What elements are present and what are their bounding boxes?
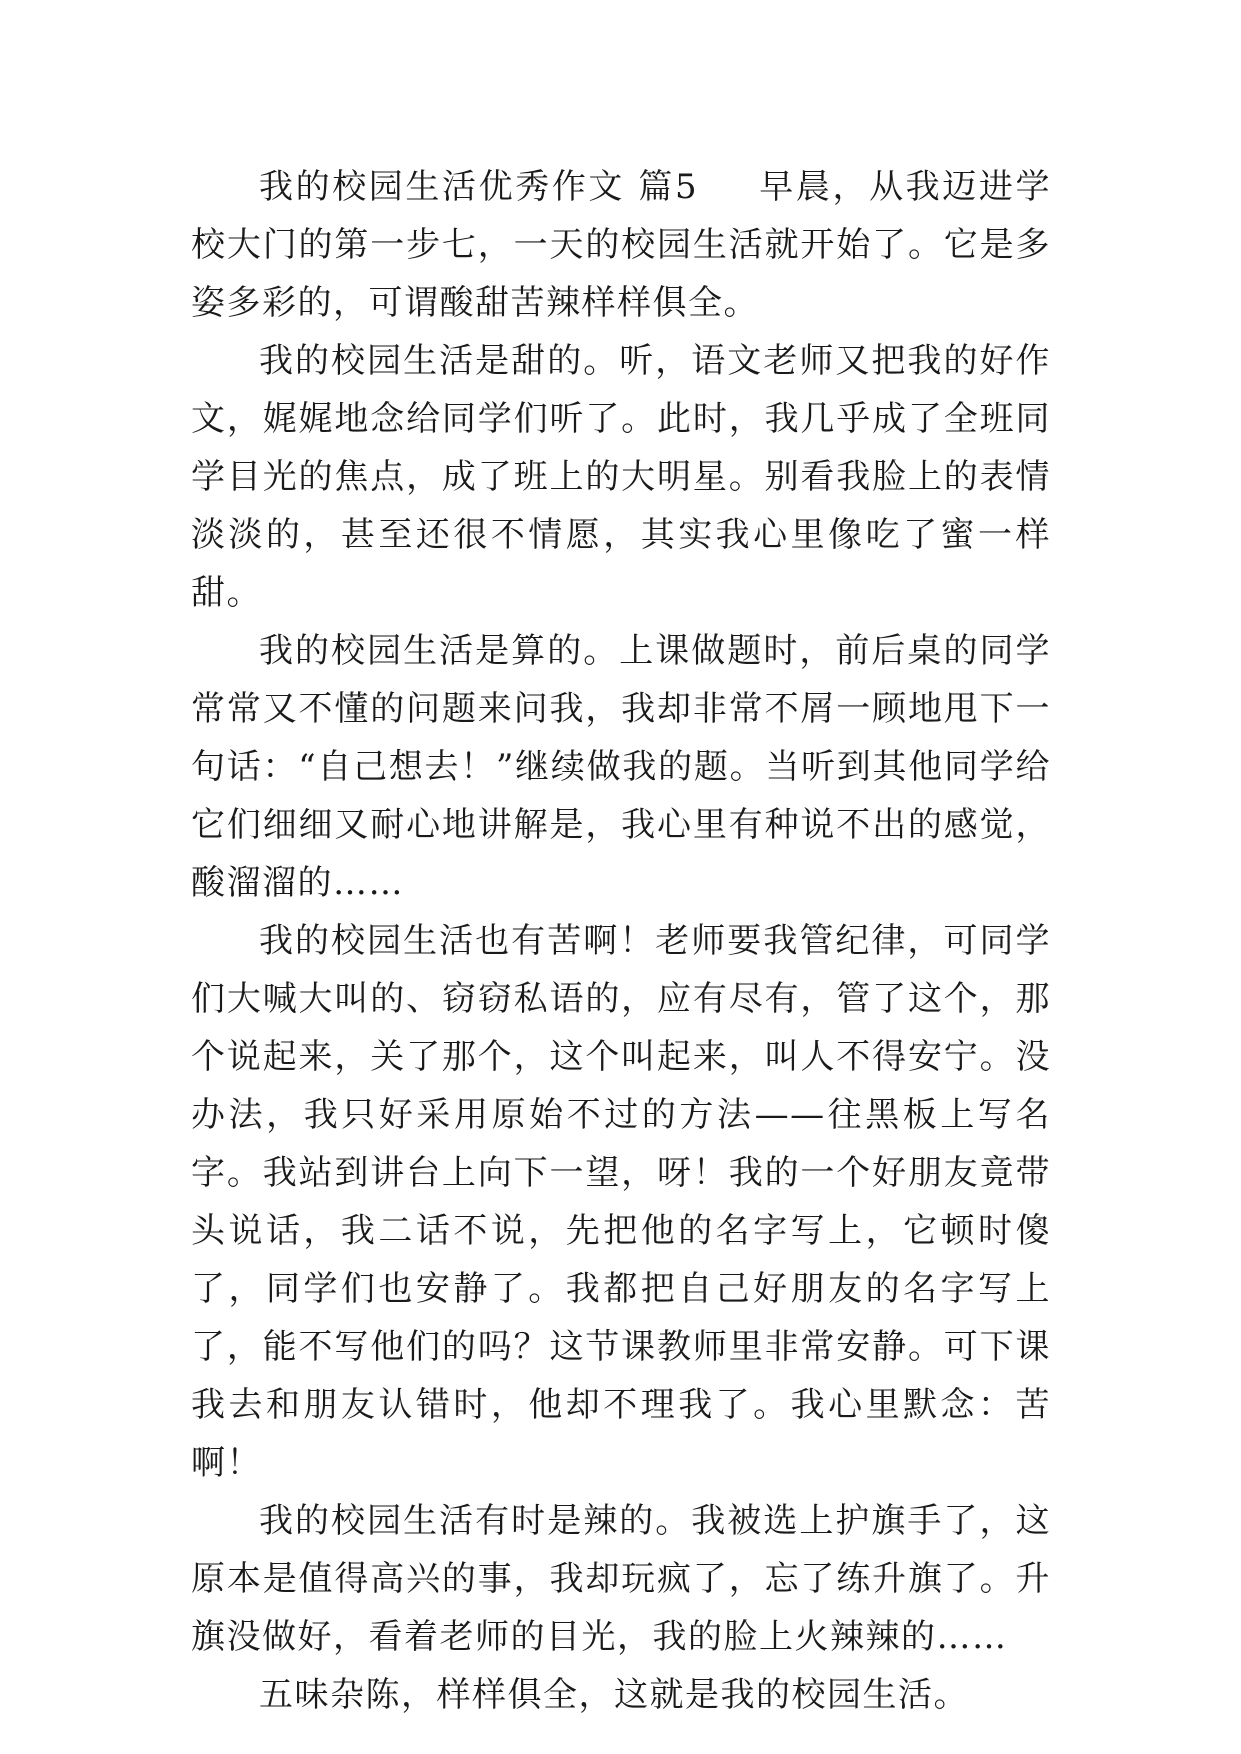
essay-paragraph-intro <box>191 158 1051 332</box>
essay-paragraph: 我的校园生活是甜的。听，语文老师又把我的好作文，娓娓地念给同学们听了。此时，我几乎成了全班同学目光的焦点，成了班上的大明星。别看我脸上的表情淡淡的，甚至还很不情愿，其实我心里像吃了蜜一样甜。 <box>191 341 1051 613</box>
essay-paragraph-text: 早晨，从我迈进学校大门的第一步七，一天的校园生活就开始了。它是多姿多彩的，可谓酸甜苦辣样样俱全。 <box>191 167 1051 323</box>
essay-paragraph: 五味杂陈，样样俱全，这就是我的校园生活。 <box>259 1675 969 1715</box>
essay-body <box>191 158 1051 1724</box>
essay-paragraph: 我的校园生活有时是辣的。我被选上护旗手了，这原本是值得高兴的事，我却玩疯了，忘了练升旗了。升旗没做好，看着老师的目光，我的脸上火辣辣的…… <box>191 1501 1051 1657</box>
essay-paragraph: 我的校园生活也有苦啊！老师要我管纪律，可同学们大喊大叫的、窃窃私语的，应有尽有，管了这个，那个说起来，关了那个，这个叫起来，叫人不得安宁。没办法，我只好采用原始不过的方法——往黑板上写名字。我站到讲台上向下一望，呀！我的一个好朋友竟带头说话，我二话不说，先把他的名字写上，它顿时傻了，同学们也安静了。我都把自己好朋友的名字写上了，能不写他们的吗？这节课教师里非常安静。可下课我去和朋友认错时，他却不理我了。我心里默念：苦啊！ <box>191 921 1051 1483</box>
essay-heading: 我的校园生活优秀作文 篇5 <box>259 167 699 207</box>
essay-paragraph: 我的校园生活是算的。上课做题时，前后桌的同学常常又不懂的问题来问我，我却非常不屑一顾地甩下一句话：“自己想去！”继续做我的题。当听到其他同学给它们细细又耐心地讲解是，我心里有种说不出的感觉，酸溜溜的…… <box>191 631 1051 903</box>
